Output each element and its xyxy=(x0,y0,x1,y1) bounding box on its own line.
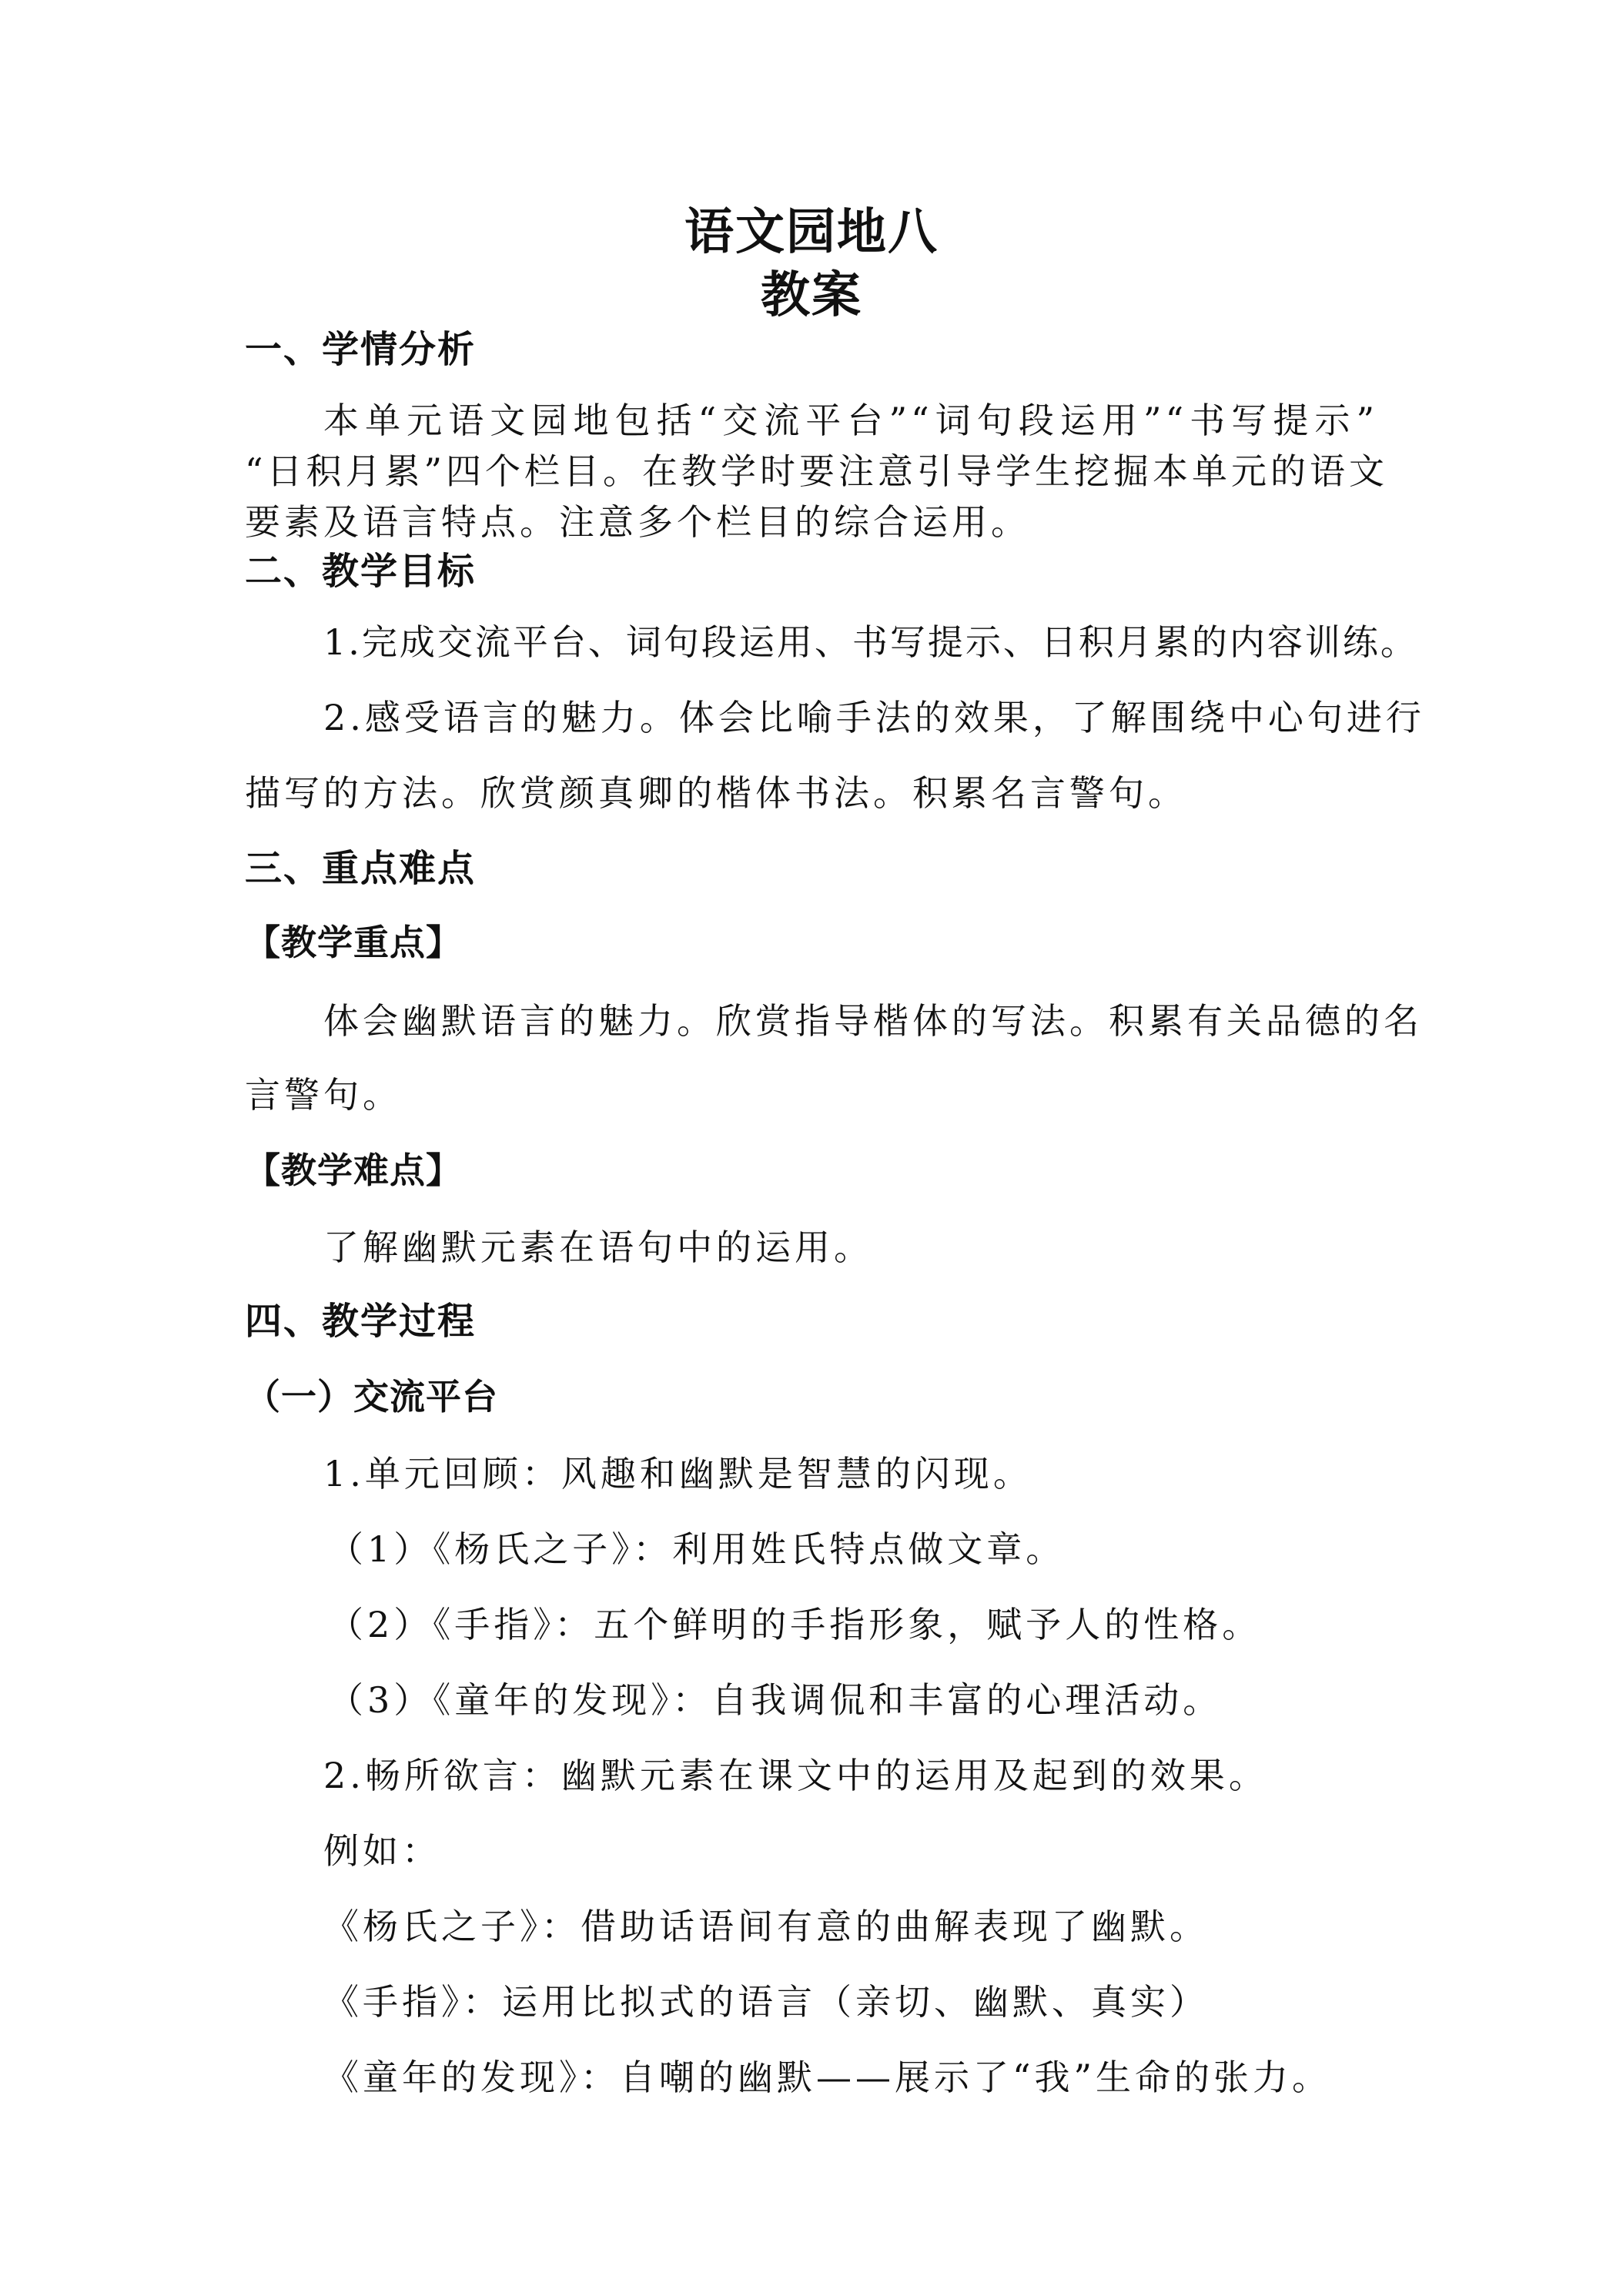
review-subitem-2: （2）《手指》：五个鲜明的手指形象，赋予人的性格。 xyxy=(328,1604,1262,1645)
goal-item-1: 1.完成交流平台、词句段运用、书写提示、日积月累的内容训练。 xyxy=(323,621,1418,663)
teaching-focus-line-1: 体会幽默语言的魅力。欣赏指导楷体的写法。积累有关品德的名 xyxy=(323,1000,1423,1042)
teaching-focus-line-2: 言警句。 xyxy=(245,1074,402,1116)
review-subitem-1: （1）《杨氏之子》：利用姓氏特点做文章。 xyxy=(328,1528,1066,1570)
review-subitem-3: （3）《童年的发现》：自我调侃和丰富的心理活动。 xyxy=(328,1679,1223,1721)
teaching-difficulty-label: 【教学难点】 xyxy=(245,1150,462,1191)
analysis-paragraph-line-2: “日积月累”四个栏目。在教学时要注意引导学生挖掘本单元的语文 xyxy=(245,450,1389,492)
teaching-focus-label: 【教学重点】 xyxy=(245,922,462,963)
section-heading-process: 四、教学过程 xyxy=(245,1300,477,1343)
section-heading-goals: 二、教学目标 xyxy=(245,550,477,593)
section-heading-key-points: 三、重点难点 xyxy=(245,847,477,890)
goal-item-2-line-1: 2.感受语言的魅力。体会比喻手法的效果，了解围绕中心句进行 xyxy=(323,697,1425,738)
document-subtitle: 教案 xyxy=(761,267,862,324)
document-title: 语文园地八 xyxy=(684,204,939,261)
example-line-2: 《手指》：运用比拟式的语言（亲切、幽默、真实） xyxy=(323,1981,1209,2023)
unit-review-item: 1.单元回顾：风趣和幽默是智慧的闪现。 xyxy=(323,1453,1032,1494)
example-line-1: 《杨氏之子》：借助话语间有意的曲解表现了幽默。 xyxy=(323,1906,1209,1947)
analysis-paragraph-line-1: 本单元语文园地包括“交流平台”“词句段运用”“书写提示” xyxy=(323,400,1378,441)
section-heading-analysis: 一、学情分析 xyxy=(245,328,477,371)
analysis-paragraph-line-3: 要素及语言特点。注意多个栏目的综合运用。 xyxy=(245,501,1030,543)
goal-item-2-line-2: 描写的方法。欣赏颜真卿的楷体书法。积累名言警句。 xyxy=(245,772,1187,814)
example-line-3: 《童年的发现》：自嘲的幽默——展示了“我”生命的张力。 xyxy=(323,2057,1332,2098)
subsection-heading-exchange-platform: （一）交流平台 xyxy=(245,1376,498,1417)
discussion-item: 2.畅所欲言：幽默元素在课文中的运用及起到的效果。 xyxy=(323,1755,1268,1796)
example-label: 例如： xyxy=(323,1830,441,1872)
teaching-difficulty-text: 了解幽默元素在语句中的运用。 xyxy=(323,1227,873,1268)
